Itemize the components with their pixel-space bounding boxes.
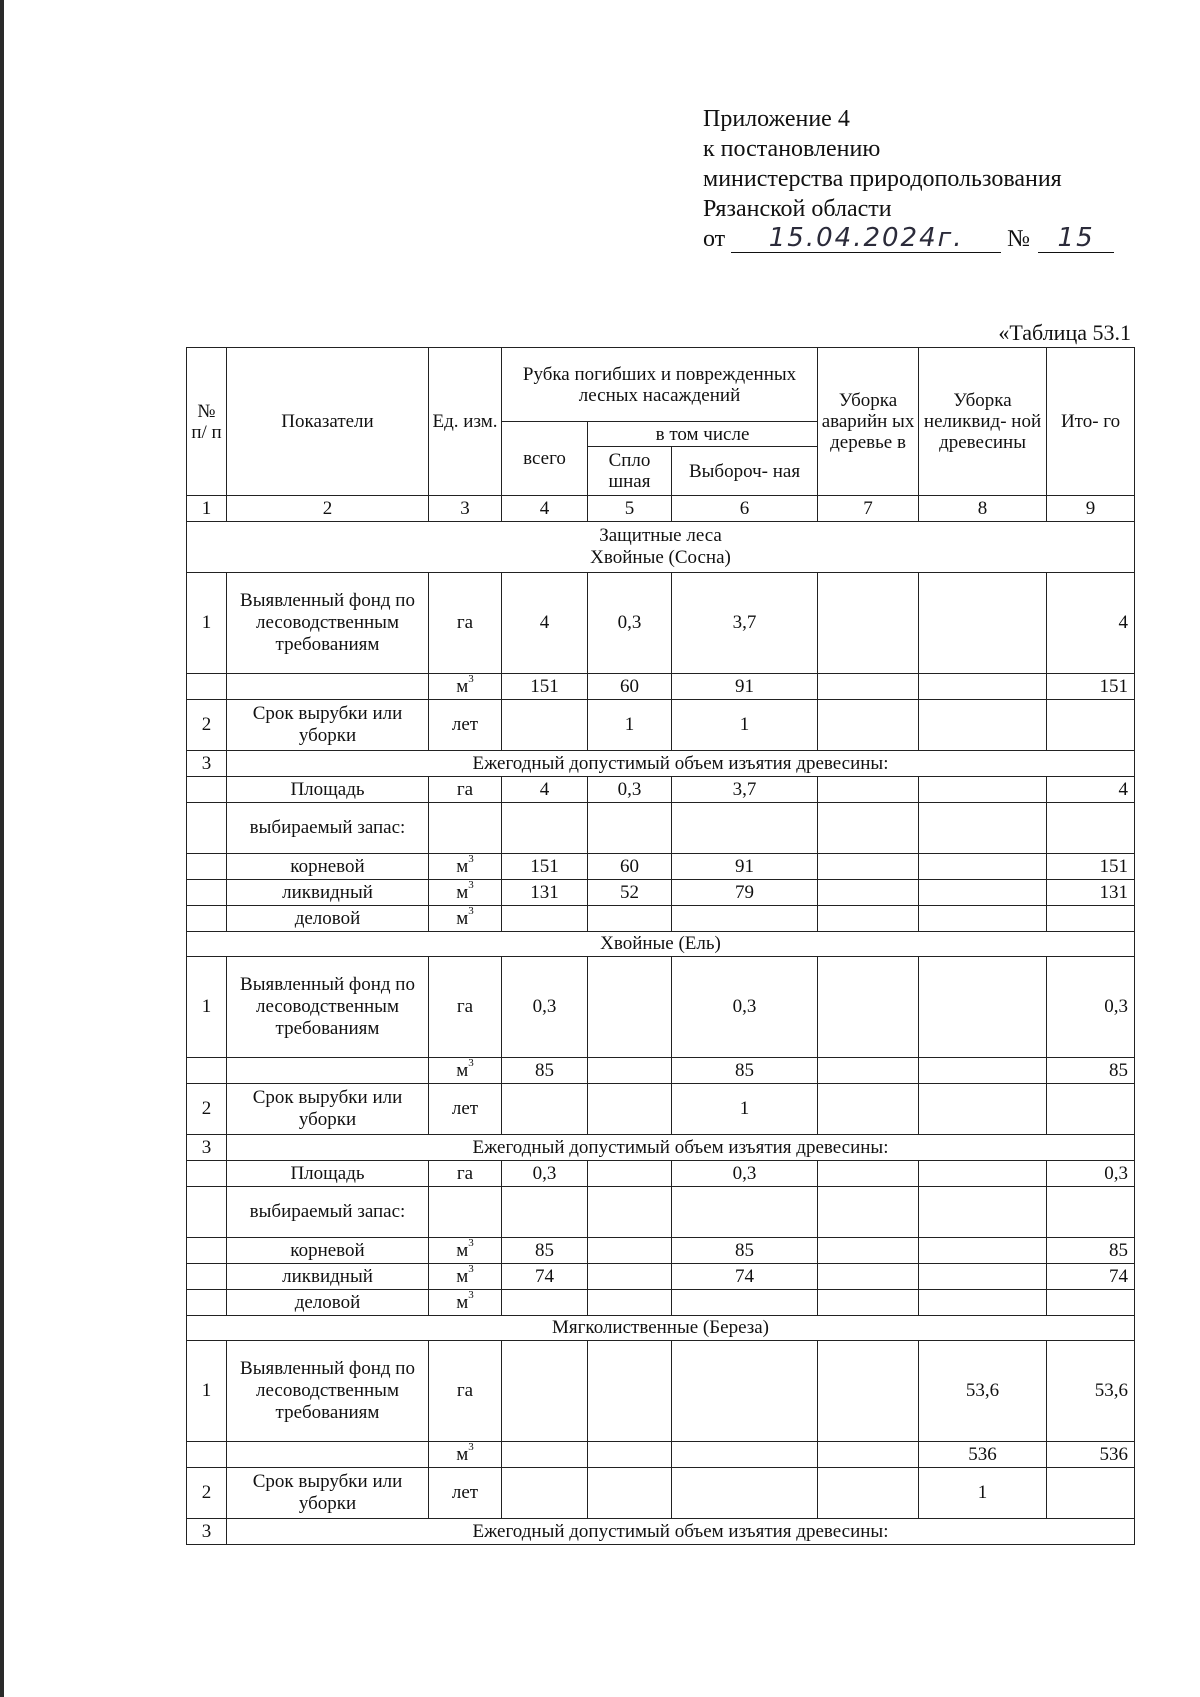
value-cell: 85: [1047, 1058, 1135, 1084]
table-row: [187, 1161, 1135, 1187]
value-cell: 52: [588, 880, 672, 906]
data-table: [186, 347, 1135, 1545]
value-cell: [672, 906, 818, 932]
value-cell: [919, 1264, 1047, 1290]
value-cell: [919, 1058, 1047, 1084]
value-cell: 91: [672, 674, 818, 700]
value-cell: [818, 1341, 919, 1442]
header-num: № п/ п: [187, 348, 227, 496]
appendix-line-ministry: министерства природопользования: [703, 166, 1062, 192]
section-title-spruce: Хвойные (Ель): [187, 932, 1135, 957]
value-cell: 85: [672, 1058, 818, 1084]
annual-volume-label: Ежегодный допустимый объем изъятия древесины:: [227, 751, 1135, 777]
value-cell: 1: [588, 700, 672, 751]
appendix-date-line: [703, 224, 1163, 254]
value-cell: [818, 854, 919, 880]
row-label: Выявленный фонд по лесоводственным требованиям: [227, 1341, 429, 1442]
value-cell: [1047, 906, 1135, 932]
header-selective: Выбороч- ная: [672, 447, 818, 496]
value-cell: 85: [502, 1058, 588, 1084]
value-cell: [502, 906, 588, 932]
table-row: [187, 1135, 1135, 1161]
value-cell: [818, 1238, 919, 1264]
value-cell: [672, 1442, 818, 1468]
row-number: 2: [187, 700, 227, 751]
value-cell: [1047, 1468, 1135, 1519]
from-label: от: [703, 226, 726, 252]
table-row: [187, 777, 1135, 803]
column-number-row: [187, 496, 1135, 522]
col-number: 9: [1047, 496, 1135, 522]
table-caption: «Таблица 53.1: [998, 320, 1131, 345]
value-cell: [818, 573, 919, 674]
value-cell: [818, 906, 919, 932]
value-cell: 1: [919, 1468, 1047, 1519]
annual-volume-label: Ежегодный допустимый объем изъятия древесины:: [227, 1519, 1135, 1545]
unit-cell: $м^3$: [429, 1290, 502, 1316]
unit-cell: $м^3$: [429, 854, 502, 880]
value-cell: [818, 674, 919, 700]
row-number: 2: [187, 1084, 227, 1135]
value-cell: 1: [672, 700, 818, 751]
value-cell: [919, 777, 1047, 803]
row-label: деловой: [227, 1290, 429, 1316]
value-cell: [818, 700, 919, 751]
row-label: деловой: [227, 906, 429, 932]
value-cell: 151: [502, 674, 588, 700]
row-number: 1: [187, 1341, 227, 1442]
value-cell: [588, 1290, 672, 1316]
value-cell: 0,3: [1047, 957, 1135, 1058]
value-cell: [588, 957, 672, 1058]
col-number: 8: [919, 496, 1047, 522]
number-label: №: [1007, 226, 1031, 252]
value-cell: 4: [1047, 777, 1135, 803]
value-cell: 79: [672, 880, 818, 906]
row-label: выбираемый запас:: [227, 803, 429, 854]
value-cell: [818, 957, 919, 1058]
unit-cell: $м^3$: [429, 1442, 502, 1468]
value-cell: [502, 1084, 588, 1135]
value-cell: [818, 1264, 919, 1290]
table-row: [187, 854, 1135, 880]
value-cell: [818, 1442, 919, 1468]
value-cell: [818, 1290, 919, 1316]
annual-volume-label: Ежегодный допустимый объем изъятия древесины:: [227, 1135, 1135, 1161]
section-header-row: [187, 522, 1135, 573]
table-row: [187, 803, 1135, 854]
table-row: [187, 1341, 1135, 1442]
appendix-header: [703, 104, 1163, 254]
header-unit: Ед. изм.: [429, 348, 502, 496]
unit-cell: лет: [429, 1084, 502, 1135]
value-cell: [502, 700, 588, 751]
value-cell: [919, 880, 1047, 906]
value-cell: 3,7: [672, 573, 818, 674]
value-cell: [919, 674, 1047, 700]
row-label: Срок вырубки или уборки: [227, 1084, 429, 1135]
row-number: 2: [187, 1468, 227, 1519]
value-cell: 151: [502, 854, 588, 880]
scan-edge: [0, 0, 4, 1697]
value-cell: [588, 1442, 672, 1468]
table-row: [187, 906, 1135, 932]
unit-cell: $м^3$: [429, 1238, 502, 1264]
value-cell: [672, 1290, 818, 1316]
table-row: [187, 880, 1135, 906]
value-cell: [1047, 1084, 1135, 1135]
col-number: 5: [588, 496, 672, 522]
table-row: [187, 751, 1135, 777]
value-cell: [818, 1084, 919, 1135]
row-label: Срок вырубки или уборки: [227, 1468, 429, 1519]
row-label: корневой: [227, 1238, 429, 1264]
value-cell: 0,3: [1047, 1161, 1135, 1187]
value-cell: [1047, 1290, 1135, 1316]
unit-cell: $м^3$: [429, 880, 502, 906]
value-cell: 85: [672, 1238, 818, 1264]
unit-cell: га: [429, 777, 502, 803]
unit-cell: $м^3$: [429, 1264, 502, 1290]
value-cell: [588, 1084, 672, 1135]
table-row: [187, 1187, 1135, 1238]
header-solid: Спло шная: [588, 447, 672, 496]
value-cell: 0,3: [502, 1161, 588, 1187]
table-row: [187, 573, 1135, 674]
table-row: [187, 700, 1135, 751]
row-label: Выявленный фонд по лесоводственным требованиям: [227, 957, 429, 1058]
value-cell: 3,7: [672, 777, 818, 803]
table-row: [187, 957, 1135, 1058]
row-number: 3: [187, 1519, 227, 1545]
col-number: 2: [227, 496, 429, 522]
section-header-row: [187, 932, 1135, 957]
value-cell: [1047, 700, 1135, 751]
value-cell: 4: [502, 573, 588, 674]
value-cell: [588, 1341, 672, 1442]
table-row: [187, 1264, 1135, 1290]
unit-cell: га: [429, 957, 502, 1058]
unit-cell: $м^3$: [429, 1058, 502, 1084]
row-label: ликвидный: [227, 880, 429, 906]
value-cell: [919, 1161, 1047, 1187]
value-cell: [919, 906, 1047, 932]
col-number: 1: [187, 496, 227, 522]
unit-cell: $м^3$: [429, 906, 502, 932]
value-cell: [919, 854, 1047, 880]
value-cell: [588, 906, 672, 932]
value-cell: 85: [502, 1238, 588, 1264]
value-cell: 536: [919, 1442, 1047, 1468]
value-cell: [672, 1341, 818, 1442]
row-number: 3: [187, 751, 227, 777]
value-cell: [588, 1058, 672, 1084]
value-cell: [502, 1290, 588, 1316]
appendix-line-region: Рязанской области: [703, 196, 892, 222]
value-cell: 4: [502, 777, 588, 803]
value-cell: 0,3: [672, 957, 818, 1058]
row-label: корневой: [227, 854, 429, 880]
value-cell: 0,3: [502, 957, 588, 1058]
header-itogo: Ито- го: [1047, 348, 1135, 496]
table-row: [187, 1058, 1135, 1084]
section-header-row: [187, 1316, 1135, 1341]
unit-cell: лет: [429, 700, 502, 751]
table-row: [187, 1442, 1135, 1468]
row-label: Площадь: [227, 1161, 429, 1187]
value-cell: 131: [502, 880, 588, 906]
header-illiquid: Уборка неликвид- ной древесины: [919, 348, 1047, 496]
value-cell: [588, 1238, 672, 1264]
appendix-line-resolution: к постановлению: [703, 136, 881, 162]
value-cell: 151: [1047, 854, 1135, 880]
col-number: 4: [502, 496, 588, 522]
section-title-pine: Хвойные (Сосна): [590, 547, 731, 568]
value-cell: [919, 573, 1047, 674]
value-cell: 151: [1047, 674, 1135, 700]
value-cell: 53,6: [919, 1341, 1047, 1442]
value-cell: 74: [1047, 1264, 1135, 1290]
appendix-title: Приложение 4: [703, 106, 850, 132]
value-cell: [588, 1468, 672, 1519]
value-cell: [919, 700, 1047, 751]
table-row: [187, 1290, 1135, 1316]
value-cell: [818, 1468, 919, 1519]
table-row: [187, 674, 1135, 700]
value-cell: [588, 1264, 672, 1290]
value-cell: [588, 1161, 672, 1187]
value-cell: 4: [1047, 573, 1135, 674]
section-title-birch: Мягколиственные (Береза): [187, 1316, 1135, 1341]
row-label: выбираемый запас:: [227, 1187, 429, 1238]
handwritten-date: 15.04.2024г.: [731, 224, 1001, 253]
unit-cell: лет: [429, 1468, 502, 1519]
value-cell: 85: [1047, 1238, 1135, 1264]
row-label: Срок вырубки или уборки: [227, 700, 429, 751]
value-cell: 131: [1047, 880, 1135, 906]
unit-cell: га: [429, 1341, 502, 1442]
row-label: Площадь: [227, 777, 429, 803]
value-cell: [672, 1468, 818, 1519]
value-cell: [919, 1290, 1047, 1316]
table-row: [187, 1084, 1135, 1135]
value-cell: [818, 1058, 919, 1084]
value-cell: 0,3: [672, 1161, 818, 1187]
col-number: 3: [429, 496, 502, 522]
header-indicators: Показатели: [227, 348, 429, 496]
unit-cell: $м^3$: [429, 674, 502, 700]
col-number: 7: [818, 496, 919, 522]
section-title-protective: Защитные леса: [599, 525, 722, 546]
row-label: Выявленный фонд по лесоводственным требованиям: [227, 573, 429, 674]
value-cell: 74: [502, 1264, 588, 1290]
unit-cell: га: [429, 1161, 502, 1187]
value-cell: [919, 1084, 1047, 1135]
table-row: [187, 1238, 1135, 1264]
value-cell: 91: [672, 854, 818, 880]
value-cell: [919, 1238, 1047, 1264]
row-number: 1: [187, 957, 227, 1058]
header-including: в том числе: [588, 422, 818, 447]
value-cell: 0,3: [588, 573, 672, 674]
value-cell: 53,6: [1047, 1341, 1135, 1442]
value-cell: 60: [588, 854, 672, 880]
value-cell: [502, 1442, 588, 1468]
handwritten-number: 15: [1038, 224, 1114, 253]
row-label: ликвидный: [227, 1264, 429, 1290]
value-cell: 60: [588, 674, 672, 700]
value-cell: 0,3: [588, 777, 672, 803]
unit-cell: га: [429, 573, 502, 674]
value-cell: 74: [672, 1264, 818, 1290]
row-number: 1: [187, 573, 227, 674]
value-cell: [502, 1341, 588, 1442]
header-total-all: всего: [502, 422, 588, 496]
value-cell: [818, 1161, 919, 1187]
value-cell: [818, 777, 919, 803]
value-cell: 536: [1047, 1442, 1135, 1468]
value-cell: 1: [672, 1084, 818, 1135]
value-cell: [502, 1468, 588, 1519]
table-row: [187, 1519, 1135, 1545]
row-number: 3: [187, 1135, 227, 1161]
header-felling: Рубка погибших и поврежденных лесных насаждений: [502, 348, 818, 422]
table-row: [187, 1468, 1135, 1519]
header-emergency: Уборка аварийн ых деревье в: [818, 348, 919, 496]
col-number: 6: [672, 496, 818, 522]
value-cell: [919, 957, 1047, 1058]
value-cell: [818, 880, 919, 906]
